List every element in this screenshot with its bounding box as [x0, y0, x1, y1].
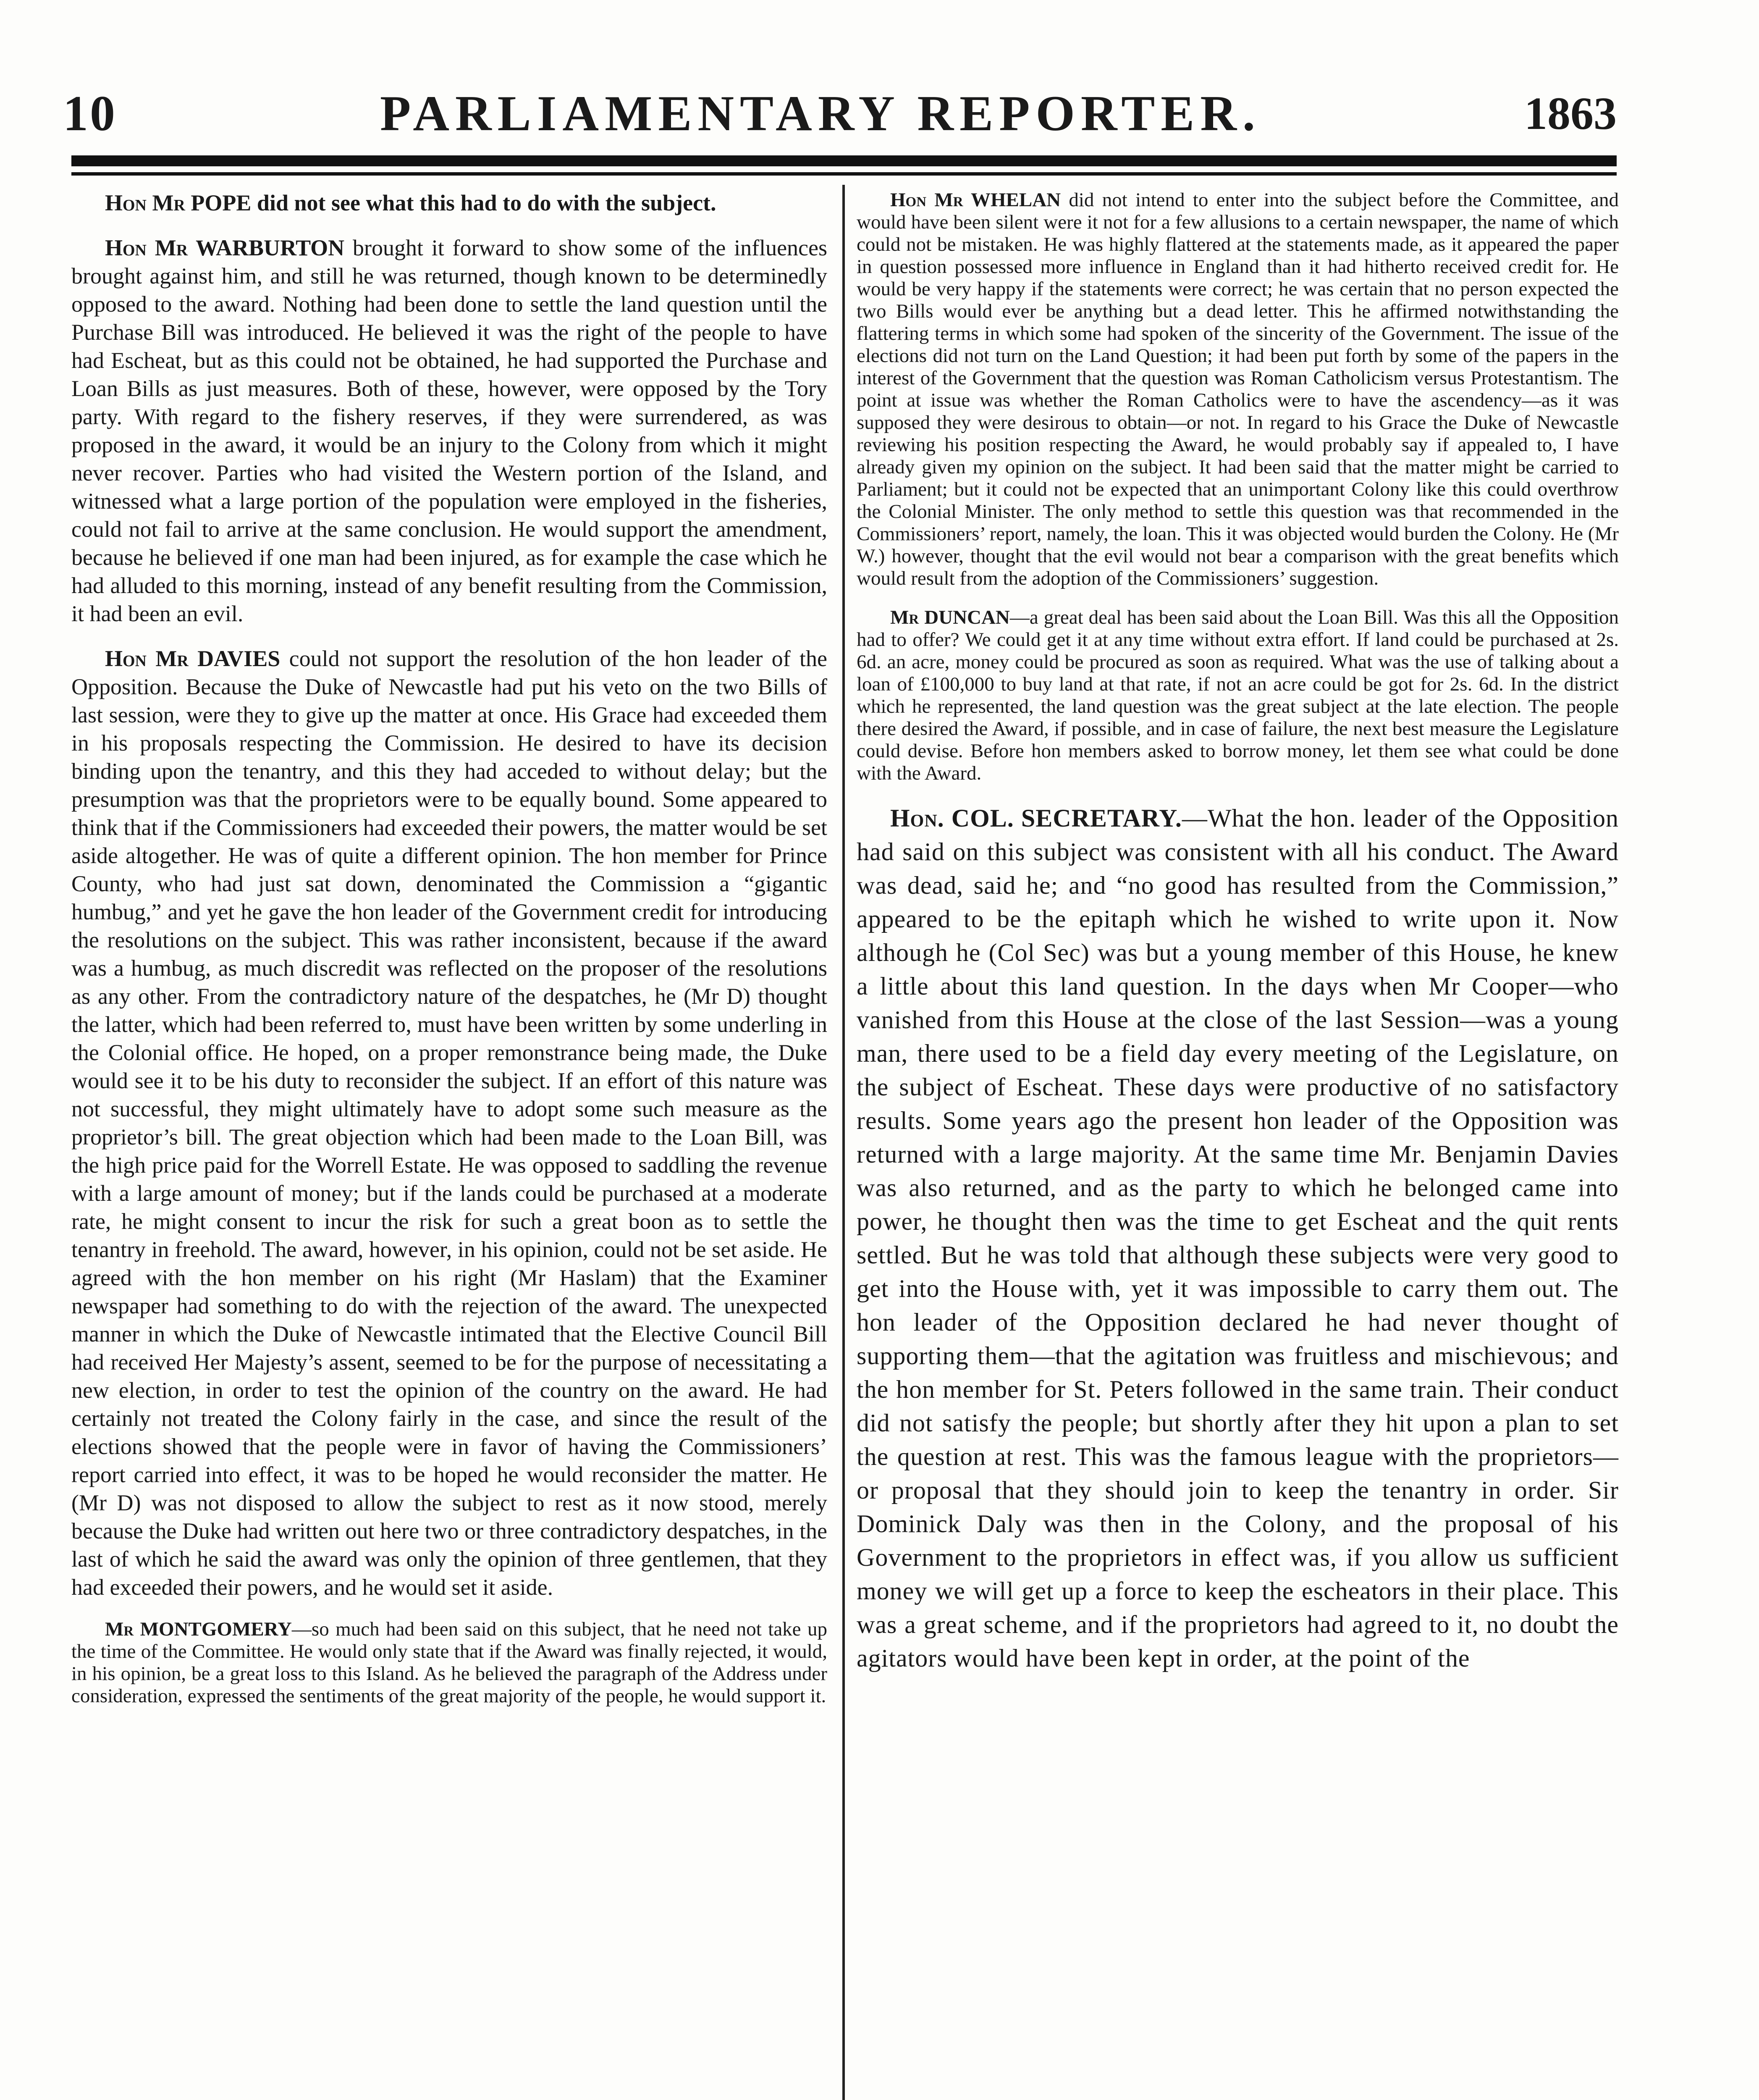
- paragraph-text: —What the hon. leader of the Opposition had said on this subject was consistent with all his conduct. The Award was dead, said he; and “no good has resulted from the Commission,” appeared to be the epitaph which he wished to write upon it. Now although he (Col Sec) was but a young member of this House, he knew a little about this land question. In the days when Mr Cooper—who vanished from this House at the close of the last Session—was a young man, there used to be a field day every meeting of the Legislature, on the subject of Escheat. These days were productive of no satisfactory results. Some years ago the present hon leader of the Opposition was returned with a large majority. At the same time Mr. Benjamin Davies was also returned, and as the party to which he belonged came into power, he thought then was the time to get Escheat and the quit rents settled. But he was told that although these subjects were very good to get into the House with, yet it was impossible to carry them out. The hon leader of the Opposition declared he had never thought of supporting them—that the agitation was fruitless and mischievous; and the hon member for St. Peters followed in the same train. Their conduct did not satisfy the people; but shortly after they hit upon a plan to set the question at rest. This was the famous league with the proprietors—or proposal that they should join to keep the tenantry in order. Sir Dominick Daly was then in the Colony, and the proposal of his Government to the proprietors in effect was, if you allow us sufficient money we will get up a force to keep the escheators in their place. This was a great scheme, and if the proprietors had agreed to it, no doubt the agitators would have been kept in order, at the point of the: [857, 804, 1619, 1672]
- paragraph-whelan: [857, 189, 1619, 590]
- speaker-name: Hon Mr WARBURTON: [105, 235, 345, 260]
- newspaper-title: PARLIAMENTARY REPORTER.: [380, 85, 1261, 141]
- paragraph-text: could not support the resolution of the hon leader of the Opposition. Because the Duke of Newcastle had put his veto on the two Bills of last session, were they to give up the matter at once. His Grace had exceeded them in his proposals respecting the Commission. He desired to have its decision binding upon the tenantry, and this they had acceded to without delay; but the presumption was that the proprietors were to be equally bound. Some appeared to think that if the Commissioners had exceeded their powers, the matter would be set aside altogether. He was of quite a different opinion. The hon member for Prince County, who had just sat down, denominated the Commission a “gigantic humbug,” and yet he gave the hon leader of the Government credit for introducing the resolutions on the subject. This was rather inconsistent, because if the award was a humbug, as much discredit was reflected on the proposer of the resolutions as any other. From the contradictory nature of the despatches, he (Mr D) thought the latter, which had been referred to, must have been written by some underling in the Colonial office. He hoped, on a proper remonstrance being made, the Duke would see it to be his duty to reconsider the subject. If an effort of this nature was not successful, they might ultimately have to adopt some such measure as the proprietor’s bill. The great objection which had been made to the Loan Bill, was the high price paid for the Worrell Estate. He was opposed to saddling the revenue with a large amount of money; but if the lands could be purchased at a moderate rate, he might consent to incur the risk for such a great boon as to settle the tenantry in freehold. The award, however, in his opinion, could not be set aside. He agreed with the hon member on his right (Mr Haslam) that the Examiner newspaper had something to do with the rejection of the award. The unexpected manner in which the Duke of Newcastle intimated that the Elective Council Bill had received Her Majesty’s assent, seemed to be for the purpose of necessitating a new election, in order to test the opinion of the country on the award. He had certainly not treated the Colony fairly in the case, and since the result of the elections showed that the people were in favor of having the Commissioners’ report carried into effect, it was to be hoped he would reconsider the matter. He (Mr D) was not disposed to allow the subject to rest as it now stood, merely because the Duke had written out here two or three contradictory despatches, in the last of which he said the award was only the opinion of three gentlemen, that they had exceeded their powers, and he would set it aside.: [71, 646, 827, 1600]
- speaker-name: Hon. COL. SECRETARY.: [890, 804, 1182, 832]
- paragraph-montgomery: [71, 1618, 827, 1707]
- right-column: [857, 189, 1619, 2100]
- paragraph-text: —a great deal has been said about the Loan Bill. Was this all the Opposition had to offer? We could get it at any time without extra effort. If land could be purchased at 2s. 6d. an acre, money could be procured as soon as required. What was the use of talking about a loan of £100,000 to buy land at that rate, if not an acre could be got for 2s. 6d. In the district which he represented, the land question was the great subject at the late election. The people there desired the Award, if possible, and in case of failure, the next best measure the Legislature could devise. Before hon members asked to borrow money, let them see what could be done with the Award.: [857, 606, 1619, 784]
- paragraph-text: did not see what this had to do with the subject.: [251, 190, 716, 215]
- paragraph-davies: [71, 645, 827, 1601]
- speaker-name: Hon Mr WHELAN: [890, 189, 1061, 211]
- paragraph-text: —so much had been said on this subject, that he need not take up the time of the Committee. He would only state that if the Award was finally rejected, it would, in his opinion, be a great loss to this Island. As he believed the paragraph of the Address under consideration, expressed the sentiments of the great majority of the people, he would support it.: [71, 1618, 827, 1707]
- paragraph-text: did not intend to enter into the subject before the Committee, and would have been silent were it not for a few allusions to a certain newspaper, the name of which could not be mistaken. He was highly flattered at the statements made, as it appeared the paper in question possessed more influence in England than it had hitherto received credit for. He would be very happy if the statements were correct; he was certain that no person expected the two Bills would ever be anything but a dead letter. This he affirmed notwithstanding the flattering terms in which some had spoken of the sincerity of the Government. The issue of the elections did not turn on the Land Question; it had been put forth by some of the papers in the interest of the Government that the question was Roman Catholicism versus Protestantism. The point at issue was whether the Roman Catholics were to have the ascendency—as it was supposed they were desirous to obtain—or not. In regard to his Grace the Duke of Newcastle reviewing his position respecting the Award, he would probably say if appealed to, I have already given my opinion on the subject. It had been said that the matter might be carried to Parliament; but it could not be expected that an unimportant Colony like this could overthrow the Colonial Minister. The only method to settle this question was that recommended in the Commissioners’ report, namely, the loan. This it was objected would burden the Colony. He (Mr W.) however, thought that the evil would not bear a comparison with the great benefits which would result from the adoption of the Commissioners’ suggestion.: [857, 189, 1619, 589]
- year: 1863: [1524, 87, 1617, 139]
- paragraph-col-secretary: [857, 801, 1619, 1675]
- paragraph-warburton: [71, 234, 827, 628]
- speaker-name: Mr DUNCAN: [890, 606, 1010, 628]
- paragraph-duncan: [857, 606, 1619, 785]
- speaker-name: Hon Mr POPE: [105, 190, 252, 215]
- speaker-name: Mr MONTGOMERY: [105, 1618, 292, 1640]
- paragraph-pope: [71, 189, 827, 217]
- left-column: [71, 189, 827, 2100]
- page-number: 10: [63, 85, 117, 141]
- speaker-name: Hon Mr DAVIES: [105, 646, 280, 671]
- header-rule-thin: [71, 172, 1617, 176]
- masthead: [63, 80, 1617, 147]
- column-divider: [842, 185, 845, 2100]
- paragraph-text: brought it forward to show some of the influences brought against him, and still he was returned, though known to be determinedly opposed to the award. Nothing had been done to settle the land question until the Purchase Bill was introduced. He believed it was the right of the people to have had Escheat, but as this could not be obtained, he had supported the Purchase and Loan Bills as just measures. Both of these, however, were opposed by the Tory party. With regard to the fishery reserves, if they were surrendered, as was proposed in the award, it would be an injury to the Colony from which it might never recover. Parties who had visited the Western portion of the Island, and witnessed what a large portion of the population were employed in the fisheries, could not fail to arrive at the same conclusion. He would support the amendment, because he believed if one man had been injured, as for example the case which he had alluded to this morning, instead of any benefit resulting from the Commission, it had been an evil.: [71, 235, 827, 626]
- header-rule-thick: [71, 155, 1617, 166]
